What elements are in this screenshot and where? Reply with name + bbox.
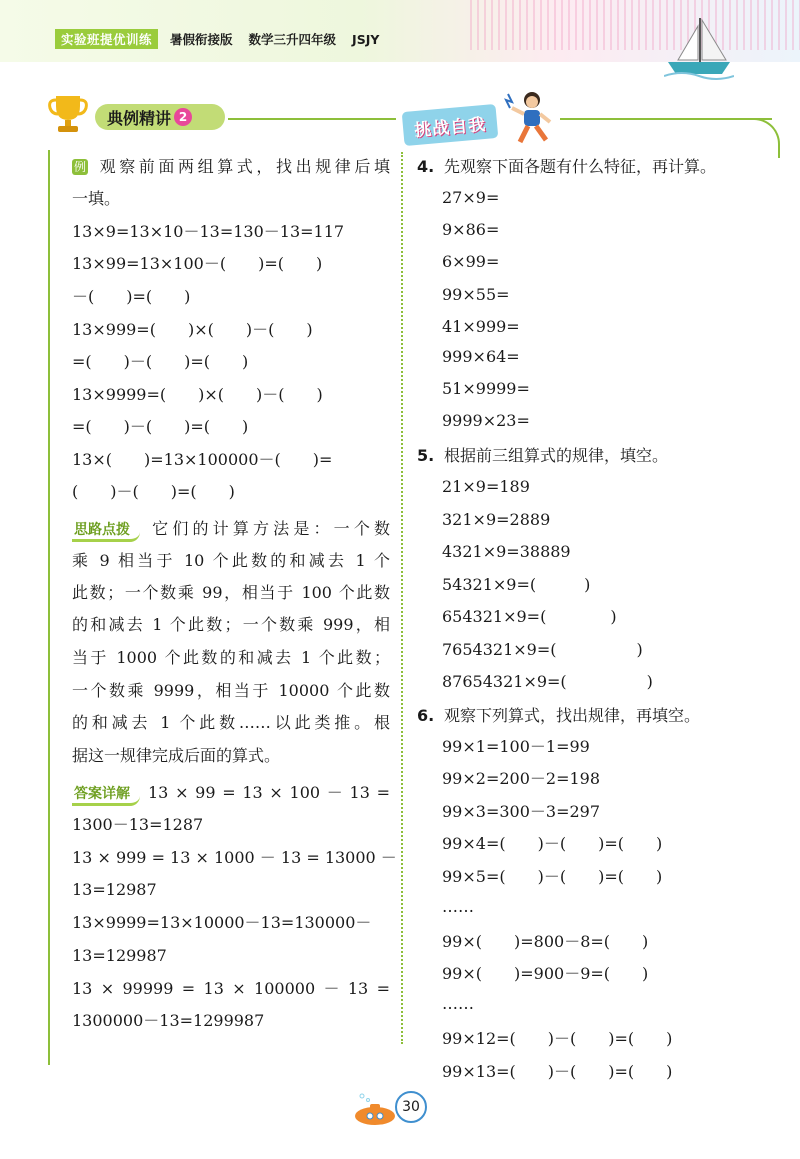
problem-line: 54321×9=( ) — [442, 575, 591, 594]
problem-line: 321×9=2889 — [442, 510, 551, 529]
problem-line: 99×2=200－2=198 — [442, 769, 601, 788]
problem-number: 4. — [417, 157, 435, 176]
code-label: JSJY — [352, 31, 380, 47]
challenge-section-heading: 挑战自我 — [402, 104, 499, 146]
problem-line: 4321×9=38889 — [442, 542, 571, 561]
problem-line: 9×86= — [442, 220, 500, 239]
answer-line: 13 × 99999 = 13 × 100000 － 13 = — [72, 979, 390, 998]
problem-line: 99×4=( )－( )=( ) — [442, 834, 663, 853]
problem-line: 99×( )=900－9=( ) — [442, 964, 649, 983]
problem-line: 87654321×9=( ) — [442, 672, 653, 691]
example-line: －( )=( ) — [72, 287, 191, 306]
example-line: 13×9=13×10－13=130－13=117 — [72, 222, 345, 241]
problem-number: 5. — [417, 446, 435, 465]
example-line: 13×( )=13×100000－( )= — [72, 450, 333, 469]
hint-line: 一个数乘 9999，相当于 10000 个此数 — [72, 681, 390, 700]
answer-line: 1300000－13=1299987 — [72, 1011, 265, 1030]
sailboat-icon — [664, 12, 734, 80]
example-line: 13×9999=( )×( )－( ) — [72, 385, 323, 404]
heading-divider — [228, 118, 396, 120]
hint-line: 乘 9 相当于 10 个此数的和减去 1 个 — [72, 551, 390, 570]
answer-line: 13=129987 — [72, 946, 167, 965]
answer-line: 13×9999=13×10000－13=130000－ — [72, 913, 372, 932]
problem-line: …… — [442, 994, 474, 1013]
problem-line: 41×999= — [442, 317, 520, 336]
problem-line: 27×9= — [442, 188, 500, 207]
example-section-heading — [95, 104, 225, 130]
column-divider — [401, 152, 403, 1044]
hint-line: 据这一规律完成后面的算式。 — [72, 746, 281, 765]
problem-line: …… — [442, 897, 474, 916]
hint-line: 此数；一个数乘 99，相当于 100 个此数 — [72, 583, 390, 602]
example-line: =( )－( )=( ) — [72, 352, 249, 371]
problem-line: 99×3=300－3=297 — [442, 802, 601, 821]
header-decoration — [470, 0, 800, 50]
problem-line: 99×( )=800－8=( ) — [442, 932, 649, 951]
example-line: 13×99=13×100－( )=( ) — [72, 254, 323, 273]
problem-line: 99×55= — [442, 285, 510, 304]
edition-label: 暑假衔接版 — [170, 32, 233, 47]
hint-label: 思路点拨 — [72, 521, 140, 542]
answer-line: 13=12987 — [72, 880, 157, 899]
series-title: 实验班提优训练 — [55, 29, 158, 49]
answer-line: 答案详解 13 × 99 = 13 × 100 － 13 = — [72, 782, 390, 806]
answer-label: 答案详解 — [72, 785, 140, 806]
trophy-icon — [46, 92, 90, 134]
problem-line: 999×64= — [442, 347, 520, 366]
hint-line: 思路点拨 它们的计算方法是：一个数 — [72, 518, 390, 542]
example-line: =( )－( )=( ) — [72, 417, 249, 436]
problem-line: 99×12=( )－( )=( ) — [442, 1029, 673, 1048]
problem-line: 9999×23= — [442, 411, 530, 430]
problem-line: 6×99= — [442, 252, 500, 271]
problem-number: 6. — [417, 706, 435, 725]
answer-line: 1300－13=1287 — [72, 815, 204, 834]
problem-line: 21×9=189 — [442, 477, 530, 496]
example-line: ( )－( )=( ) — [72, 482, 235, 501]
problem-line: 654321×9=( ) — [442, 607, 617, 626]
problem-line: 7654321×9=( ) — [442, 640, 643, 659]
problem-title: 根据前三组算式的规律，填空。 — [444, 446, 669, 465]
example-badge: 例 — [73, 160, 86, 174]
book-header — [55, 28, 395, 50]
running-boy-icon — [500, 88, 562, 150]
example-section-title: 典例精讲 — [107, 108, 172, 128]
example-line: 一填。 — [72, 189, 121, 208]
problem-title: 观察下列算式，找出规律，再填空。 — [444, 706, 701, 725]
answer-line: 13 × 999 = 13 × 1000 － 13 = 13000 － — [72, 848, 397, 867]
problem-line: 99×13=( )－( )=( ) — [442, 1062, 673, 1081]
hint-line: 的和减去 1 个此数……以此类推。根 — [72, 713, 390, 732]
subject-label: 数学三升四年级 — [248, 32, 337, 47]
problem-title: 先观察下面各题有什么特征，再计算。 — [444, 157, 717, 176]
problem-line: 99×1=100－1=99 — [442, 737, 590, 756]
problem-line: 99×5=( )－( )=( ) — [442, 867, 663, 886]
submarine-icon — [350, 1090, 400, 1130]
problem-line: 51×9999= — [442, 379, 530, 398]
hint-line: 的和减去 1 个此数；一个数乘 999，相 — [72, 615, 390, 634]
section-number-badge: 2 — [174, 108, 192, 126]
example-line: 例 观察前面两组算式，找出规律后填 — [73, 157, 390, 176]
hint-line: 当于 1000 个此数的和减去 1 个此数； — [72, 648, 390, 667]
page-number: 30 — [395, 1091, 427, 1123]
example-line: 13×999=( )×( )－( ) — [72, 320, 313, 339]
